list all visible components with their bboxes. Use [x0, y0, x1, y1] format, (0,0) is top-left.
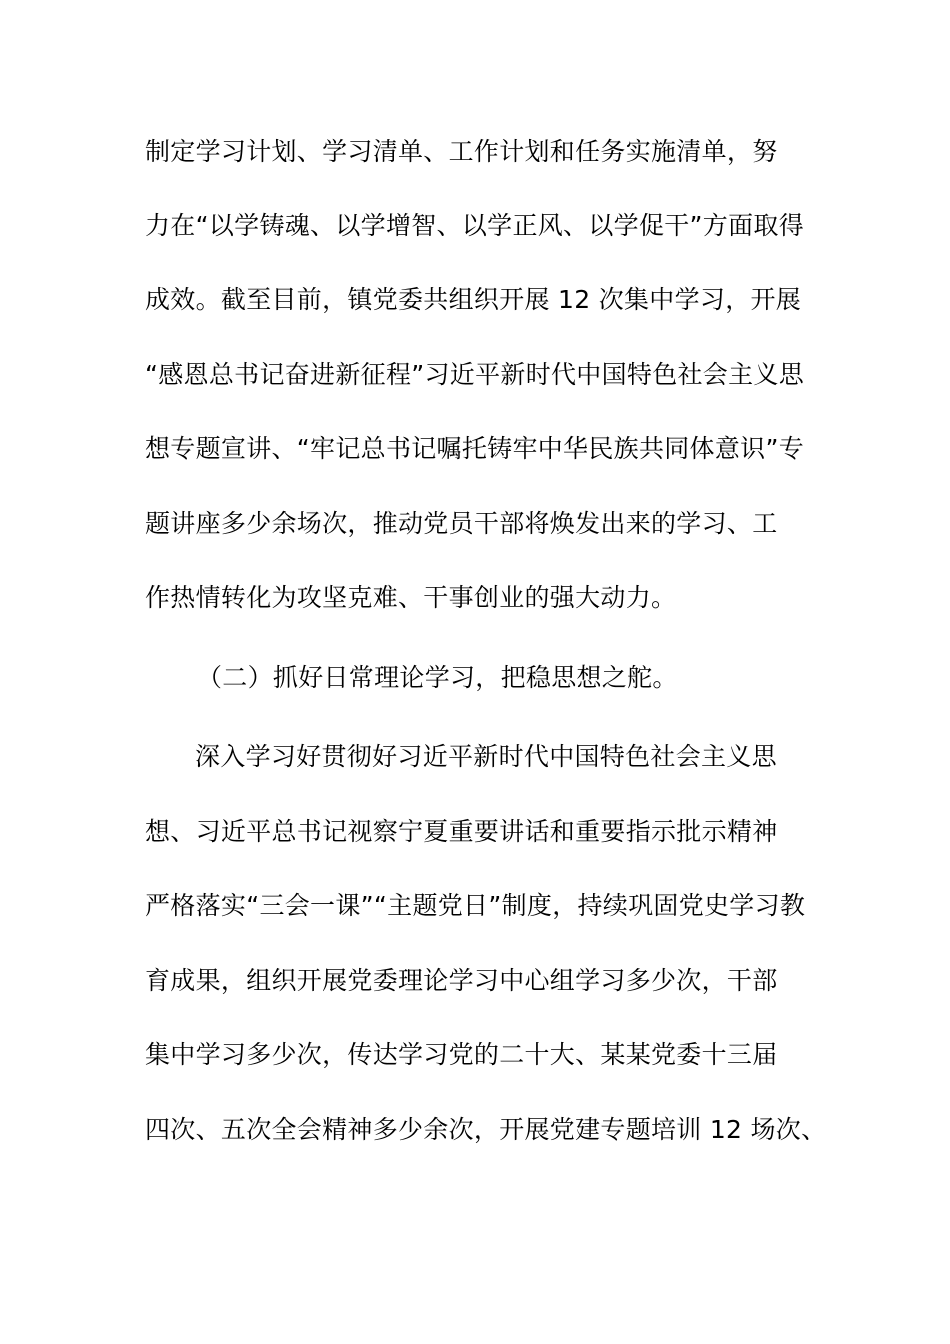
body-text-line: 制定学习计划、学习清单、工作计划和任务实施清单，努 [145, 137, 778, 166]
body-text-line: 成效。截至目前，镇党委共组织开展 12 次集中学习，开展 [145, 285, 802, 314]
body-text-line: 作热情转化为攻坚克难、干事创业的强大动力。 [145, 583, 677, 612]
paragraph-first-line: 深入学习好贯彻好习近平新时代中国特色社会主义思 [195, 742, 777, 771]
body-text-line: 力在“以学铸魂、以学增智、以学正风、以学促干”方面取得 [145, 211, 805, 240]
body-text-line: 育成果，组织开展党委理论学习中心组学习多少次，干部 [145, 966, 778, 995]
section-heading: （二）抓好日常理论学习，把稳思想之舵。 [197, 663, 678, 692]
body-text-line: 集中学习多少次，传达学习党的二十大、某某党委十三届 [145, 1040, 778, 1069]
body-text-line: 想专题宣讲、“牢记总书记嘱托铸牢中华民族共同体意识”专 [145, 434, 805, 463]
body-text-line: “感恩总书记奋进新征程”习近平新时代中国特色社会主义思 [145, 360, 805, 389]
body-text-line: 想、习近平总书记视察宁夏重要讲话和重要指示批示精神 [145, 817, 778, 846]
body-text-line: 严格落实“三会一课”“主题党日”制度，持续巩固党史学习教 [145, 891, 806, 920]
body-text-line: 四次、五次全会精神多少余次，开展党建专题培训 12 场次、 [145, 1115, 827, 1144]
body-text-line: 题讲座多少余场次，推动党员干部将焕发出来的学习、工 [145, 509, 778, 538]
